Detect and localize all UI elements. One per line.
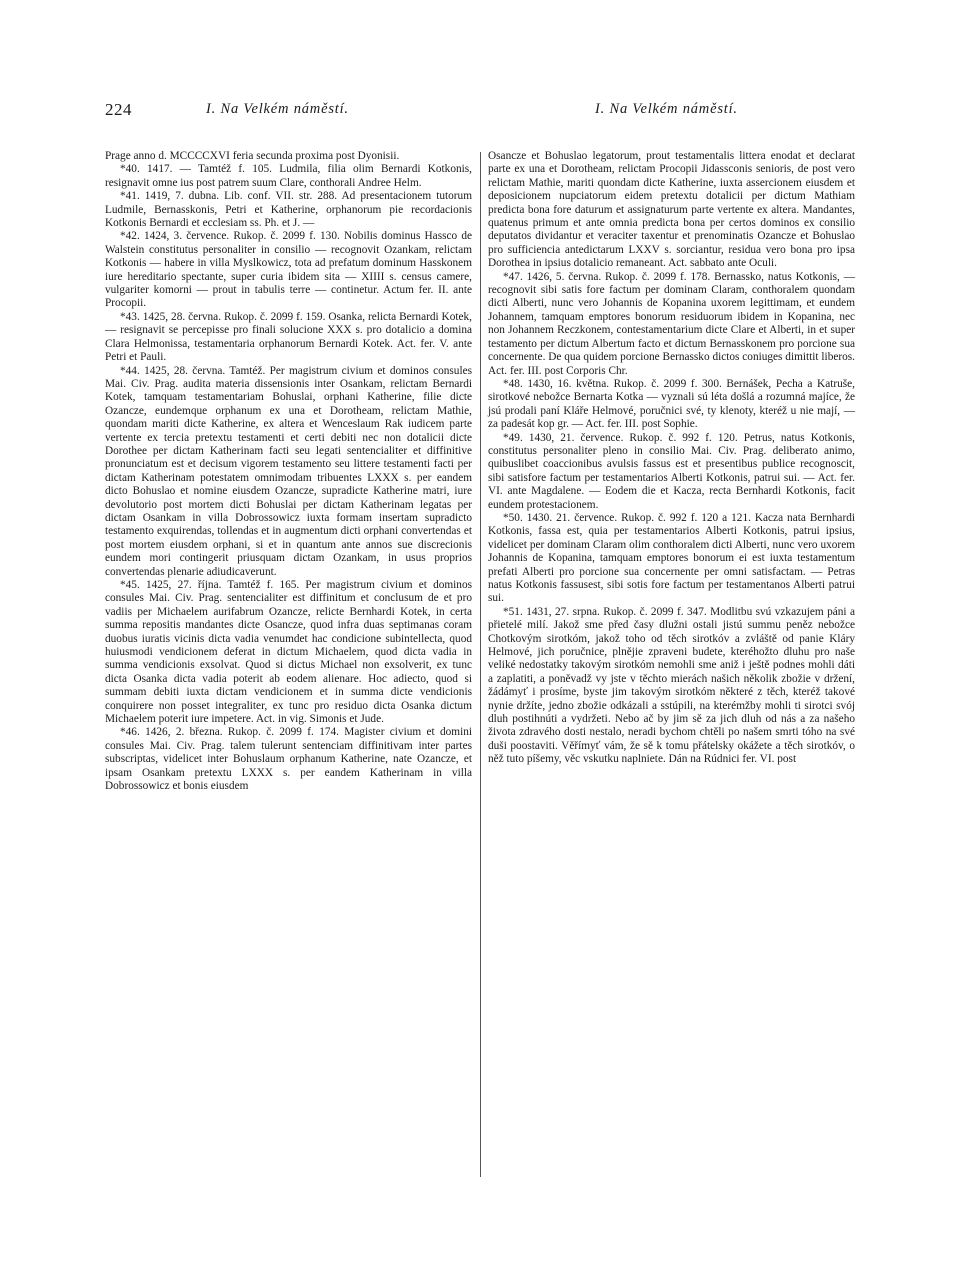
- entry-45: *45. 1425, 27. října. Tamtéž f. 165. Per magistrum civium et dominos consules Mai. Civ. Prag. sentencialiter est diffinitum et conclusum de et pro vadiis per Michaelem aurifabrum Ozancze, relicte Bernhardi Kotek, in certa summa repositis mandantes dicte Osancze, quod infra duas septimanas coram duobus iuratis vicinis dicta vadia venumdet hac condicione subintellecta, quod huiusmodi vendicionem deferat in dictum Michaelem, quod dicta vadia in summa vendicionis exsolvat. Quod si dictus Michael non exsolverit, ex tunc dicta Osanka dicta vadia poterit ab eodem alienare. Hoc adiecto, quod si summam debiti iuxta dictam vendicionem et in summa dicte vendicionis conquirere non posset integraliter, ex tunc pro residuo dicta Osanka dictum Michaelem poterit iure impetere. Act. in vig. Simonis et Jude.: [105, 579, 472, 726]
- right-column: [488, 150, 855, 767]
- entry-46-continued: Osancze et Bohuslao legatorum, prout testamentalis littera enodat et declarat parte ex una et Dorotheam, relictam Procopii Jidassconis senioris, de post vero relictam Mathie, mariti quondam dicte Katherine, iuxta assercionem eiusdem et deposicionem nupciatorum eidem pretextu dotalicii per dictum Mathiam predicta bona fore daturum et assignaturum parte vertente ex altera. Mandantes, quatenus primum et ante omnia predicta bona per certos dominos ex consilio deputatos dividantur et veraciter taxentur et prenominatis Ozancze et Bohuslao pro sufficiencia antedictarum LXXV s. sorciantur, residua vero bona pro ipsa Dorothea in ipsius dotalicio remaneant. Act. sabbato ante Oculi.: [488, 150, 855, 270]
- running-head-right: I. Na Velkém náměstí.: [595, 101, 738, 117]
- running-header: [105, 100, 865, 124]
- entry-41: *41. 1419, 7. dubna. Lib. conf. VII. str. 288. Ad presentacionem tutorum Ludmile, Bernasskonis, Petri et Katherine, orphanorum pie recordacionis Kotkonis Bernardi et ecclesiam ss. Ph. et J. —: [105, 190, 472, 230]
- entry-44: *44. 1425, 28. června. Tamtéž. Per magistrum civium et dominos consules Mai. Civ. Prag. audita materia dissensionis inter Osankam, relictam Bernardi Kotek, tamquam testamentariam Bohuslai, orphani Katherine, filie dicte Ozancze, eundemque orphanum ex una et Dorotheam, relictam Mathie, quondam mariti dicte Katherine, ex altera et Wenceslaum Rak iudicem parte vertente ex tercia pretextu testamenti et certi debiti nec non dotalicii dicte Dorothee per dictam Katherinam facti seu legati sentencialiter et diffinitive pronunciatum est et decisum vigorem testamento seu littere testamenti facti per dictam Katherinam potestatem omnimodam tribuentes LXXX s. per eandem dicto Bohuslao et nomine eiusdem Ozancze, supradicte Katherine matri, iure devolutorio post mortem dicti Bohuslai per dictam Katherinam legatas per dictam Osankam in villa Dobrossowicz iuxta formam insertam supradicto testamento exquirendas, tollendas et in augmentum dicti orphani convertendas et post mortem eiusdem orphani, si et in quantum ante annos sue discrecionis eundem mori contingerit priusquam dictam Ozankam, in usus proprios convertendas plenarie adiudicaverunt.: [105, 364, 472, 578]
- entry-43: *43. 1425, 28. června. Rukop. č. 2099 f. 159. Osanka, relicta Bernardi Kotek, — resignavit se percepisse pro finali solucione XXX s. pro dotalicio a domina Clara Helmonissa, testamentaria orphanorum Bernardi Kotek. Act. fer. V. ante Petri et Pauli.: [105, 310, 472, 364]
- page-number: 224: [105, 100, 132, 119]
- entry-49: *49. 1430, 21. července. Rukop. č. 992 f. 120. Petrus, natus Kotkonis, constitutus personaliter pleno in consilio Mai. Civ. Prag. deliberato animo, quibuslibet coaccionibus avulsis fassus est et presentibus publice recognoscit, sibi satisfore factum per testamentarios Alberti Kotkonis, patrui sui. — Act. fer. VI. ante Magdalene. — Eodem die et Kacza, recta Bernhardi Kotkonis, facit eundem protestacionem.: [488, 431, 855, 511]
- paragraph: Prage anno d. MCCCCXVI feria secunda proxima post Dyonisii.: [105, 150, 400, 162]
- running-head-left: I. Na Velkém náměstí.: [206, 101, 349, 117]
- entry-46: *46. 1426, 2. března. Rukop. č. 2099 f. 174. Magister civium et domini consules Mai. Civ. Prag. talem tulerunt sentenciam diffinitivam inter partes subscriptas, videlicet inter Bohuslaum orphanum Katherine, nate Ozancze, et ipsam Osankam pretextu LXXX s. per eandem Katherinam in villa Dobrossowicz et bonis eiusdem: [105, 726, 472, 793]
- left-column: [105, 150, 472, 794]
- entry-47: *47. 1426, 5. června. Rukop. č. 2099 f. 178. Bernassko, natus Kotkonis, — recognovit sibi satis fore factum per dominam Claram, conthoralem quondam dicti Alberti, nunc vero Johannis de Kopanina uxorem legittimam, et eundem Johannem, tamquam emptores bonorum residuorum ibidem in Kopanina, nec non Johannem Reczkonem, contestamentarium dicte Clare et Alberti, in et super testamento per dictum Albertum facto et dictum Bernasskonem pro porcione sua concernente. De qua quidem porcione Bernassko dictos coniuges dimittit liberos. Act. fer. III. post Corporis Chr.: [488, 270, 855, 377]
- entry-42: *42. 1424, 3. července. Rukop. č. 2099 f. 130. Nobilis dominus Hassco de Walstein constitutus personaliter in consilio — recognovit Ozankam, relictam Kotkonis — habere in villa Myslkowicz, tota ad prefatum dominum Hasskonem iure hereditario spectante, super curia ibidem sita — XIIII s. census camere, vulgariter komorni — prout in tabulis terre — continetur. Actum fer. II. ante Procopii.: [105, 230, 472, 310]
- entry-40: *40. 1417. — Tamtéž f. 105. Ludmila, filia olim Bernardi Kotkonis, resignavit omne ius post patrem suum Clare, conthorali Andree Helm.: [105, 163, 472, 189]
- entry-48: *48. 1430, 16. května. Rukop. č. 2099 f. 300. Bernášek, Pecha a Katruše, sirotkové nebožce Bernarta Kotka — vyznali sú léta došlá a rozumná majíce, že jsú prodali paní Kláře Helmové, poručnici své, ty klenoty, kteréž u nie mají, — za padesát kop gr. — Act. fer. III. post Sophie.: [488, 377, 855, 431]
- column-divider: [480, 152, 481, 1177]
- entry-50: *50. 1430. 21. července. Rukop. č. 992 f. 120 a 121. Kacza nata Bernhardi Kotkonis, fassa est, quia per testamentarios Alberti Kotkonis, patrui ipsius, videlicet per dominam Claram olim conthoralem dicti Alberti, nunc vero uxorem Johannis de Kopanina, tamquam emptores bonorum ei est iuxta testamentum prefati Alberti pro porcione sua concernente per omni satisfactam. — Petras natus Kotkonis fassusest, sibi sotis fore factum per testamentanos Alberti patrui sui.: [488, 511, 855, 605]
- entry-51: *51. 1431, 27. srpna. Rukop. č. 2099 f. 347. Modlitbu svú vzkazujem páni a přietelé milí. Jakož sme před časy dlužni ostali jistú summu peněz nebožce Chotkovým sirotkóm, jakož toho od těch sirotkóv a zvláště od panie Kláry Helmové, jich poručnice, plnějie zpraveni budete, kteréhožto dluhu pro naše veliké nedostatky takovým sirotkóm nemohli sme aniž i ještě podnes mohli dáti a zaplatiti, a poněvadž vy jste v těchto mierách našich několik zbožie v držení, žádámyť i prosíme, byste jim takovým sirotkóm některé z těch, kteréž takové nynie držíte, jedno zbožie odkázali a sstúpili, na kterémžby mohli ti sirotci svój dluh postihnúti a vydržeti. Nebo ač by jim sě za jich dluh od nás a za našeho života zdravého dosti nestalo, neradi bychom chtěli po našem smrti tóho na své duši poostaviti. Věřímyť vám, že sě k tomu přátelsky okážete a těch sirotkóv, o něž tuto píšemy, věc vskutku naplniete. Dán na Rúdnici fer. VI. post: [488, 605, 855, 766]
